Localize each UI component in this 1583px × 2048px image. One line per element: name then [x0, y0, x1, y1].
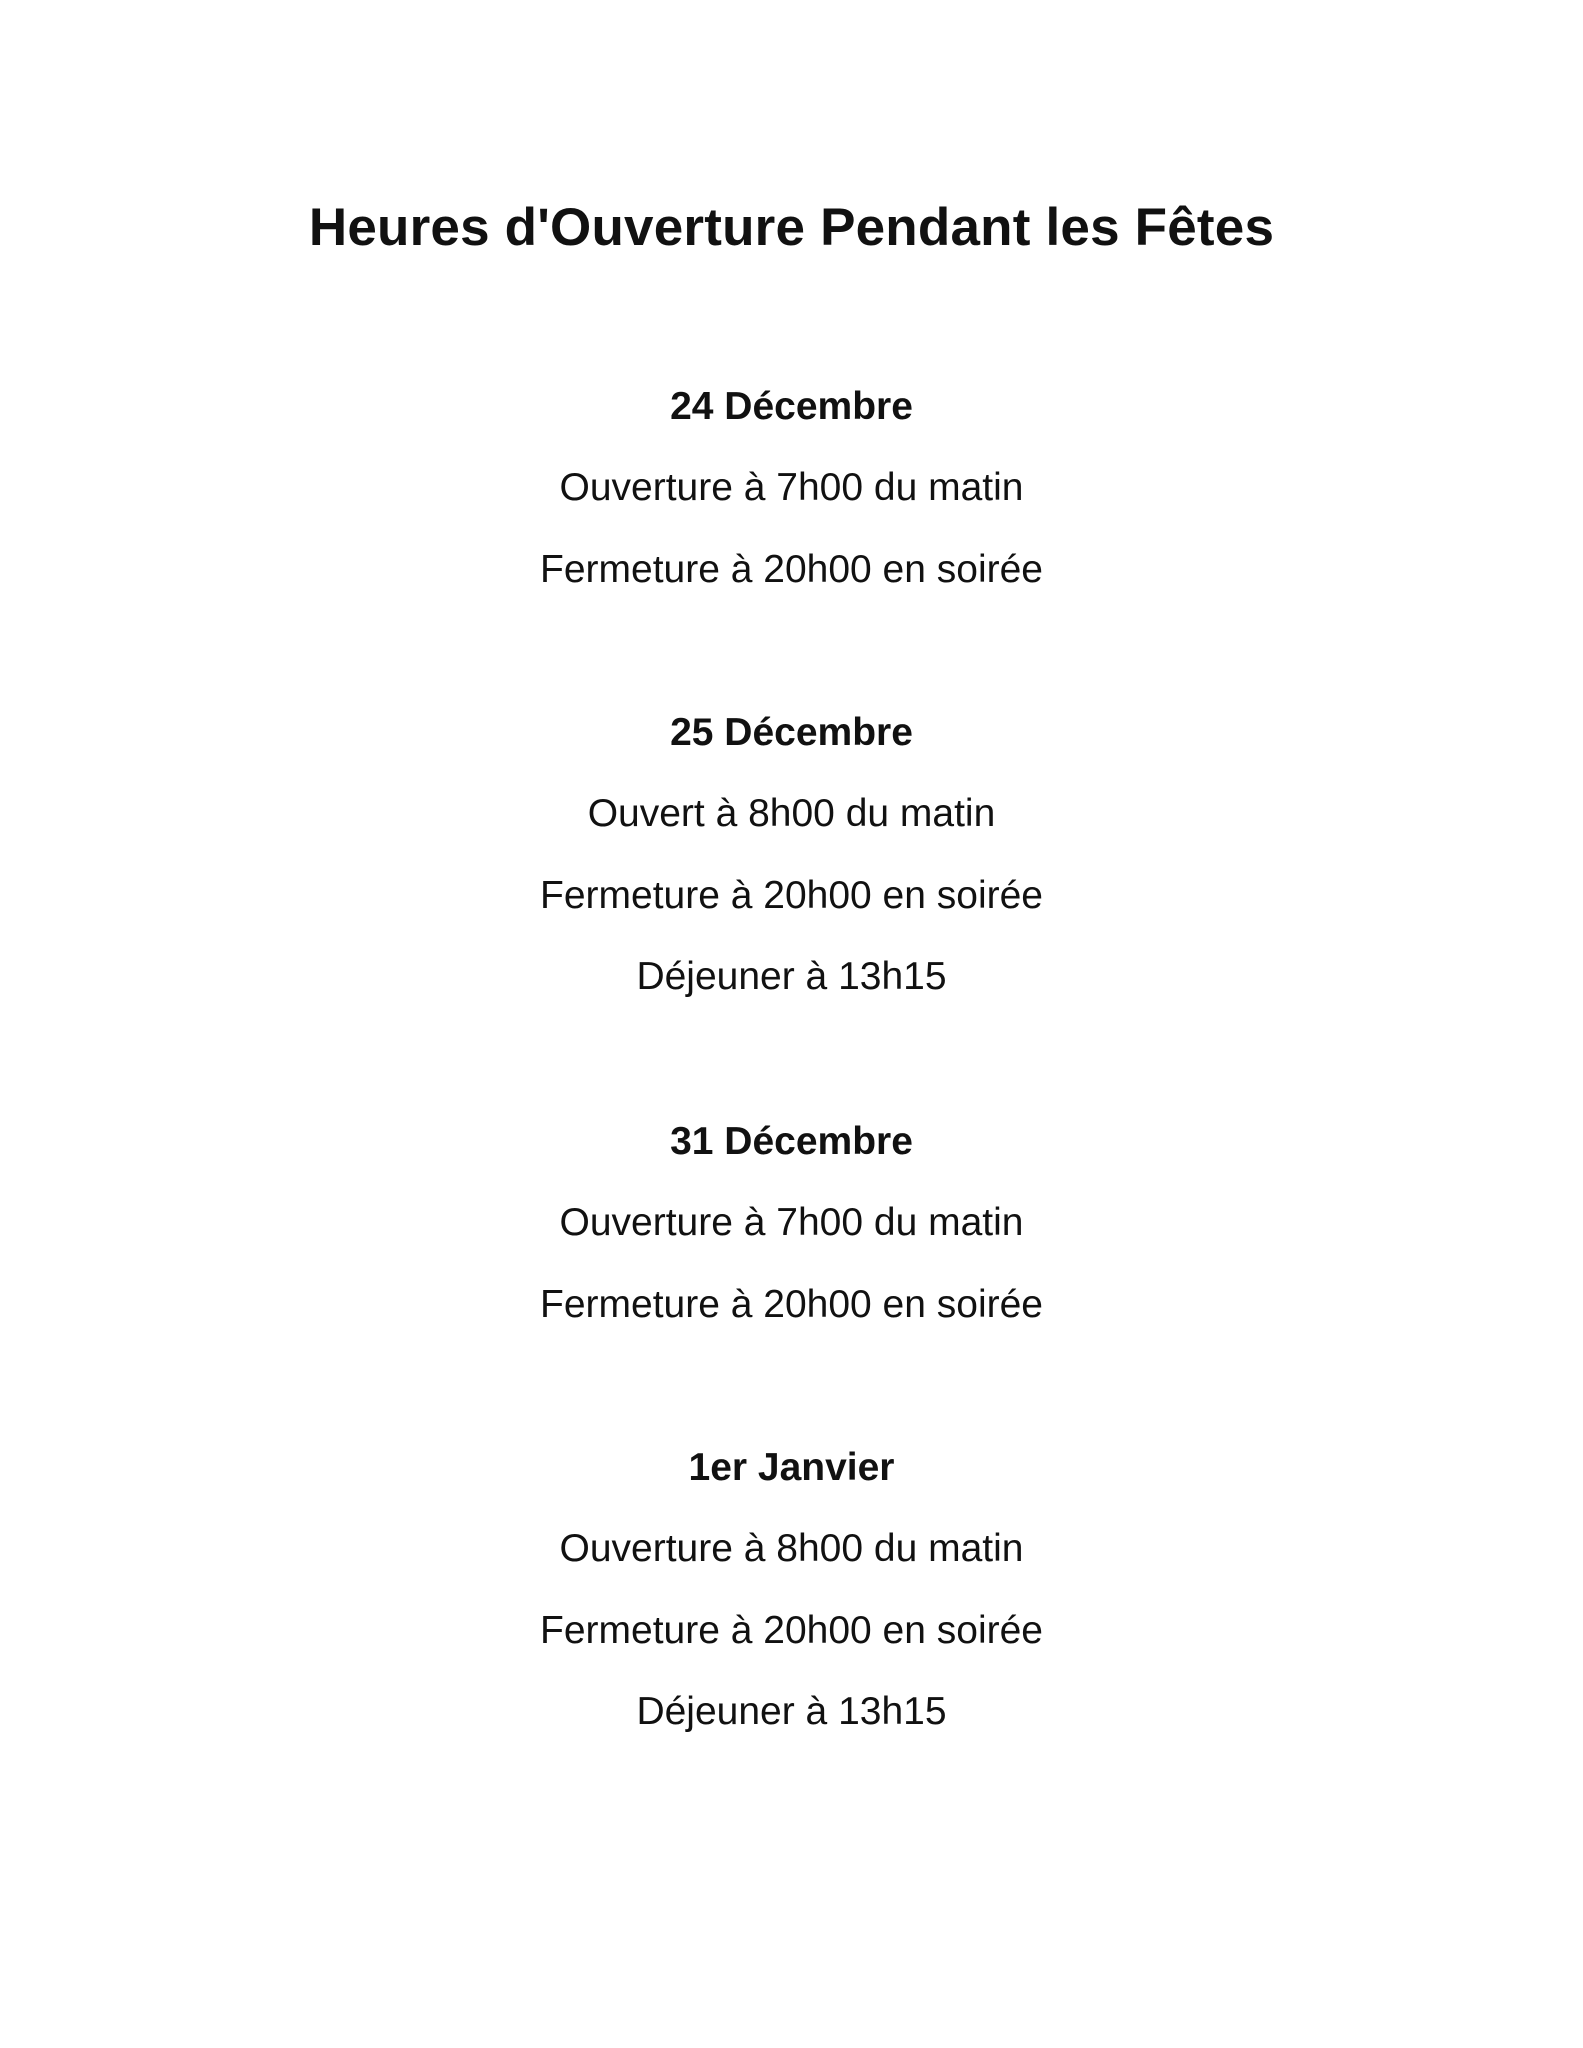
opening-time: Ouvert à 8h00 du matin [587, 792, 996, 835]
section-heading: 25 Décembre [670, 711, 913, 754]
page-title: Heures d'Ouverture Pendant les Fêtes [308, 198, 1275, 257]
opening-time: Ouverture à 7h00 du matin [559, 1201, 1024, 1244]
schedule-section-dec-24 [0, 366, 1583, 610]
closing-time: Fermeture à 20h00 en soirée [540, 873, 1043, 917]
lunch-time: Déjeuner à 13h15 [636, 955, 947, 998]
closing-time: Fermeture à 20h00 en soirée [540, 1608, 1043, 1652]
schedule-section-jan-1 [0, 1427, 1583, 1753]
closing-time: Fermeture à 20h00 en soirée [540, 1282, 1043, 1326]
opening-time: Ouverture à 7h00 du matin [559, 466, 1024, 509]
section-heading: 24 Décembre [670, 385, 913, 428]
schedule-section-dec-31 [0, 1101, 1583, 1345]
closing-time: Fermeture à 20h00 en soirée [540, 547, 1043, 591]
schedule-section-dec-25 [0, 692, 1583, 1018]
section-heading: 1er Janvier [688, 1446, 895, 1489]
lunch-time: Déjeuner à 13h15 [636, 1690, 947, 1733]
opening-time: Ouverture à 8h00 du matin [559, 1527, 1024, 1570]
section-heading: 31 Décembre [670, 1120, 913, 1163]
